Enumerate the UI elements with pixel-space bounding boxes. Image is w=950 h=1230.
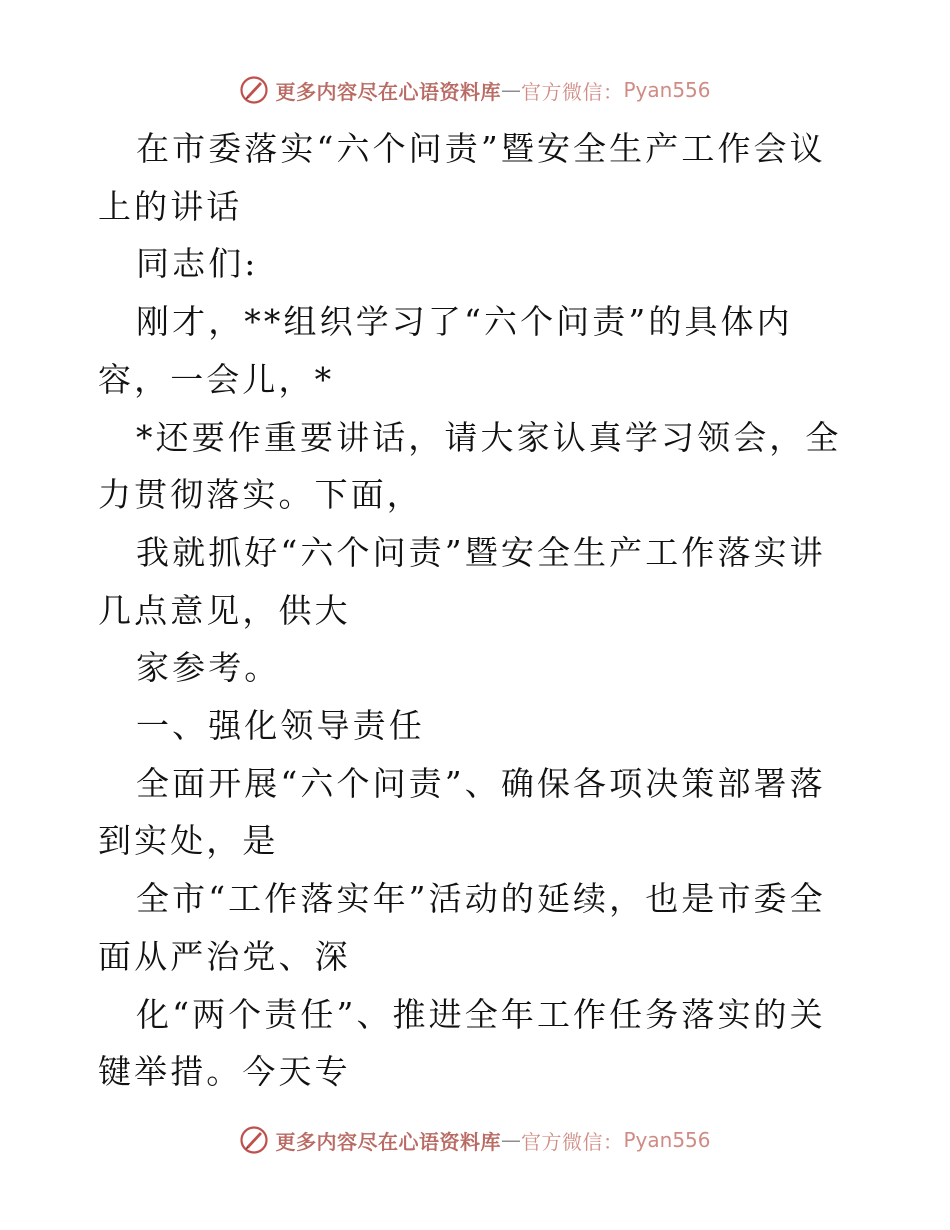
paragraph: 我就抓好“六个问责”暨安全生产工作落实讲几点意见，供大 bbox=[98, 532, 826, 630]
document-body bbox=[98, 120, 856, 1101]
quill-pen-logo-icon bbox=[239, 1125, 269, 1155]
header-watermark bbox=[0, 70, 950, 110]
salutation: 同志们: bbox=[136, 244, 259, 284]
paragraph: 全面开展“六个问责”、确保各项决策部署落到实处，是 bbox=[98, 763, 826, 861]
document-title: 在市委落实“六个问责”暨安全生产工作会议上的讲话 bbox=[98, 129, 826, 226]
paragraph: 化“两个责任”、推进全年工作任务落实的关键举措。今天专 bbox=[98, 994, 826, 1092]
header-wechat-label: 官方微信： bbox=[520, 79, 624, 104]
footer-watermark bbox=[0, 1120, 950, 1160]
paragraph: 全市“工作落实年”活动的延续，也是市委全面从严治党、深 bbox=[98, 879, 826, 976]
paragraph: 刚才，**组织学习了“六个问责”的具体内容，一会儿，* bbox=[98, 302, 793, 399]
section-heading: 一、强化领导责任 bbox=[136, 706, 425, 746]
header-wechat-id: Pyan556 bbox=[623, 78, 711, 102]
header-brand-text: 更多内容尽在心语资料库 bbox=[275, 79, 501, 104]
quill-pen-logo-icon bbox=[239, 75, 269, 105]
paragraph: *还要作重要讲话，请大家认真学习领会，全力贯彻落实。下面， bbox=[98, 417, 842, 515]
footer-brand-text: 更多内容尽在心语资料库 bbox=[275, 1129, 501, 1154]
footer-wechat-id: Pyan556 bbox=[623, 1128, 711, 1152]
paragraph: 家参考。 bbox=[136, 648, 281, 688]
footer-separator: — bbox=[500, 1128, 521, 1152]
footer-wechat-label: 官方微信： bbox=[520, 1129, 624, 1154]
header-separator: — bbox=[500, 78, 521, 102]
